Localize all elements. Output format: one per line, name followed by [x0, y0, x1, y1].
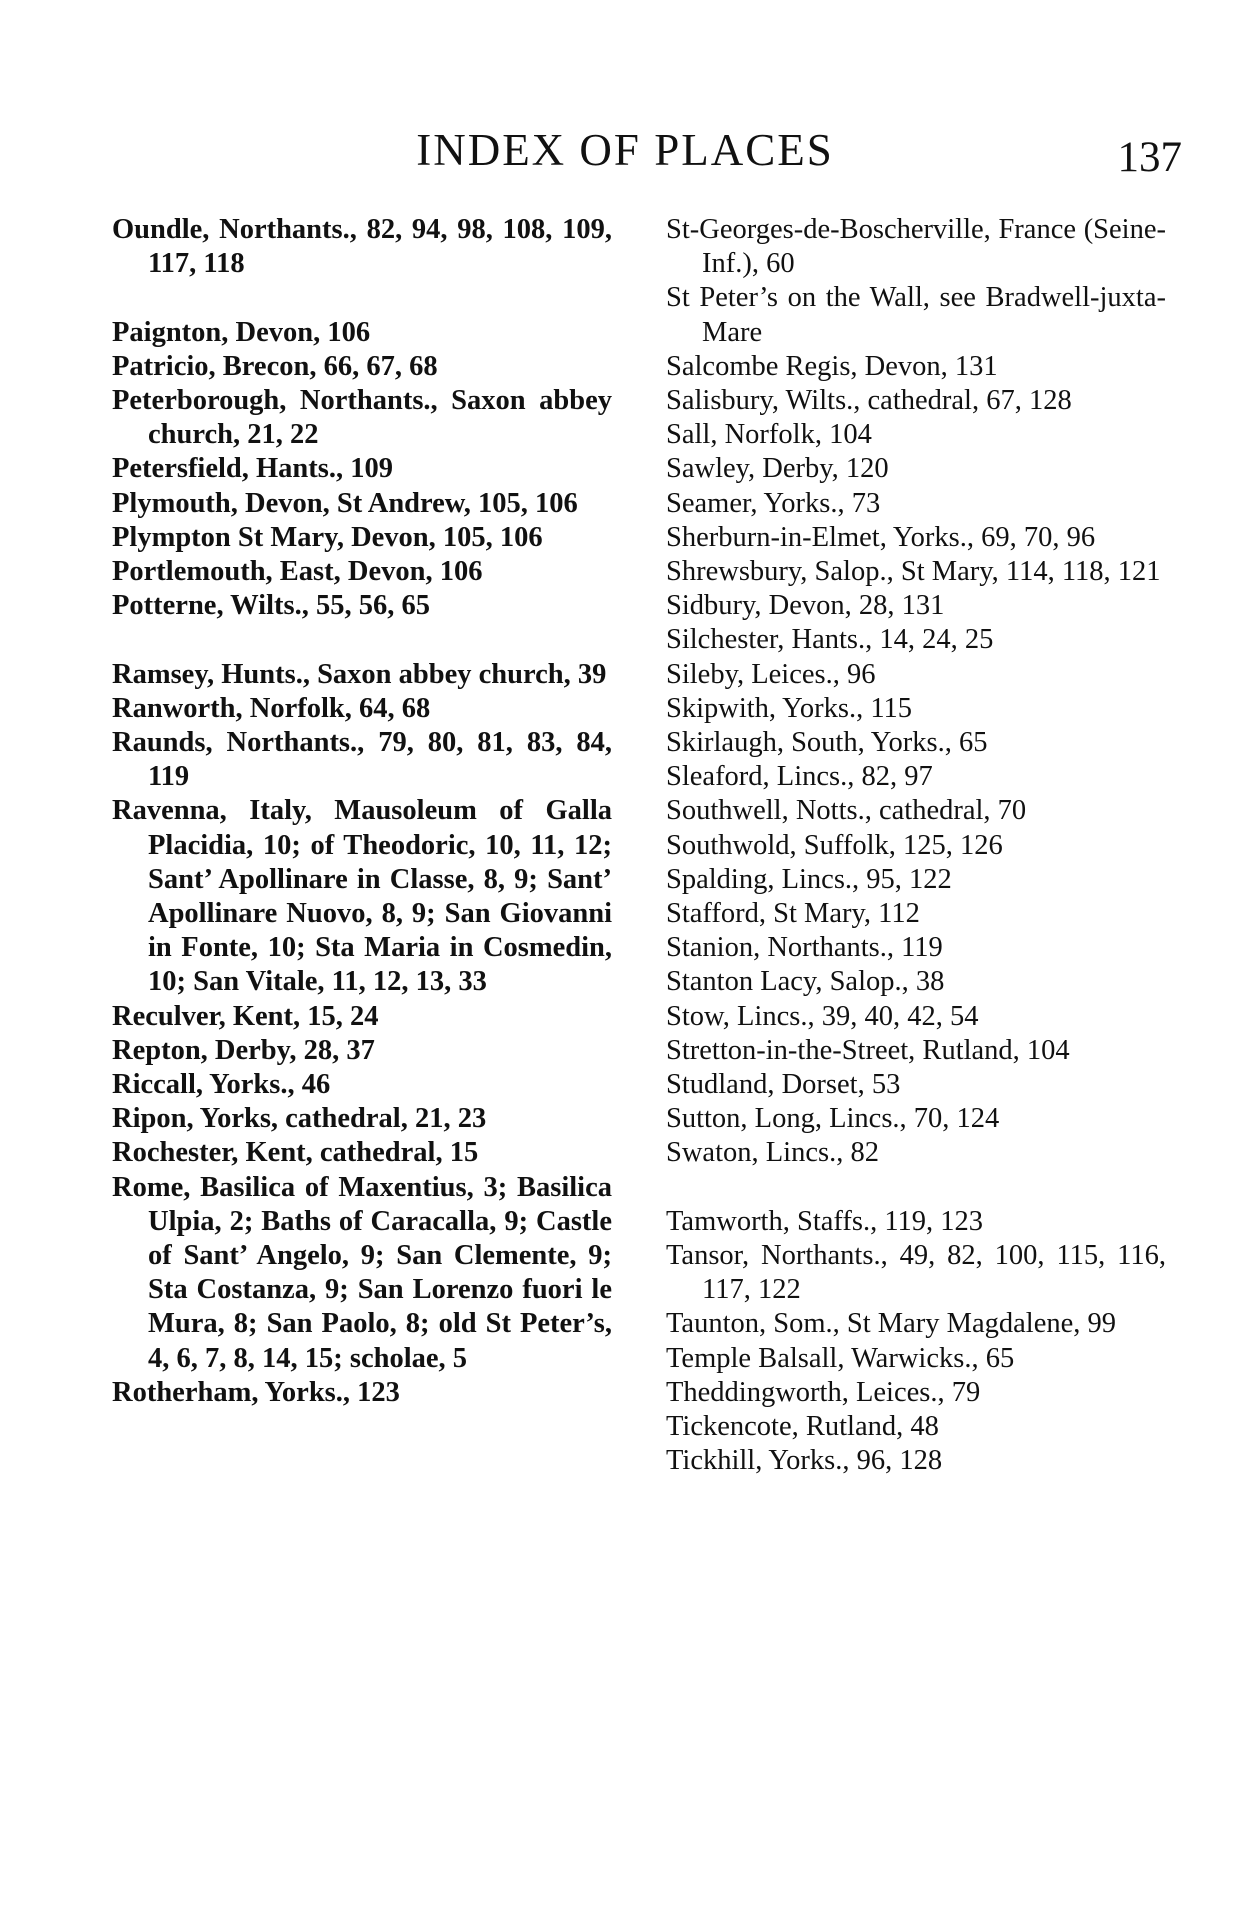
- index-entry: Patricio, Brecon, 66, 67, 68: [112, 350, 438, 382]
- index-entry: Sall, Norfolk, 104: [666, 419, 872, 451]
- index-entry: Petersfield, Hants., 109: [112, 453, 393, 485]
- index-entry: Sutton, Long, Lincs., 70, 124: [666, 1103, 1000, 1135]
- index-column-left: [112, 213, 612, 1410]
- index-entry: Peterborough, Northants., Saxon abbey church, 21, 22: [112, 385, 612, 451]
- index-entry: Salisbury, Wilts., cathedral, 67, 128: [666, 385, 1072, 417]
- index-entry: Tamworth, Staffs., 119, 123: [666, 1205, 984, 1237]
- index-entry: Rotherham, Yorks., 123: [112, 1376, 400, 1408]
- section-gap: [112, 281, 612, 315]
- index-entry: Theddingworth, Leices., 79: [666, 1376, 981, 1408]
- index-entry: Stanton Lacy, Salop., 38: [666, 966, 945, 998]
- index-entry: Rome, Basilica of Maxentius, 3; Basilica Ulpia, 2; Baths of Caracalla, 9; Castle of Sant’ Angelo, 9; San Clemente, 9; Sta Costanza, 9; San Lorenzo fuori le Mura, 8; San Paolo, 8; old St Peter’s, 4, 6, 7, 8, 14, 15; scholae, 5: [112, 1171, 612, 1374]
- index-entry: Tansor, Northants., 49, 82, 100, 115, 116, 117, 122: [666, 1240, 1166, 1306]
- index-entry: Plympton St Mary, Devon, 105, 106: [112, 521, 543, 553]
- index-entry: Seamer, Yorks., 73: [666, 487, 881, 519]
- index-entry: Repton, Derby, 28, 37: [112, 1034, 375, 1066]
- index-entry: Oundle, Northants., 82, 94, 98, 108, 109, 117, 118: [112, 214, 612, 280]
- index-entry: Taunton, Som., St Mary Magdalene, 99: [666, 1308, 1116, 1340]
- index-entry: Tickhill, Yorks., 96, 128: [666, 1445, 943, 1477]
- section-gap: [666, 1171, 1166, 1205]
- index-entry: Studland, Dorset, 53: [666, 1069, 901, 1101]
- index-entry: Spalding, Lincs., 95, 122: [666, 863, 952, 895]
- index-entry: St Peter’s on the Wall, see Bradwell-juxta-Mare: [666, 282, 1166, 348]
- index-entry: Portlemouth, East, Devon, 106: [112, 556, 483, 588]
- index-entry: Riccall, Yorks., 46: [112, 1069, 331, 1101]
- index-entry: Stanion, Northants., 119: [666, 932, 943, 964]
- section-gap: [112, 623, 612, 657]
- index-entry: Rochester, Kent, cathedral, 15: [112, 1137, 479, 1169]
- index-entry: Potterne, Wilts., 55, 56, 65: [112, 590, 430, 622]
- index-entry: Ripon, Yorks, cathedral, 21, 23: [112, 1103, 487, 1135]
- index-entry: St-Georges-de-Boscherville, France (Seine-Inf.), 60: [666, 214, 1166, 280]
- index-entry: Sidbury, Devon, 28, 131: [666, 590, 945, 622]
- index-entry: Silchester, Hants., 14, 24, 25: [666, 624, 994, 656]
- index-entry: Tickencote, Rutland, 48: [666, 1411, 939, 1443]
- index-entry: Ravenna, Italy, Mausoleum of Galla Placidia, 10; of Theodoric, 10, 11, 12; Sant’ Apollinare in Classe, 8, 9; Sant’ Apollinare Nuovo, 8, 9; San Giovanni in Fonte, 10; Sta Maria in Cosmedin, 10; San Vitale, 11, 12, 13, 33: [112, 795, 612, 998]
- index-entry: Stow, Lincs., 39, 40, 42, 54: [666, 1000, 979, 1032]
- index-entry: Paignton, Devon, 106: [112, 316, 371, 348]
- page-title: INDEX OF PLACES: [416, 125, 834, 175]
- index-entry: Shrewsbury, Salop., St Mary, 114, 118, 121: [666, 556, 1161, 588]
- index-entry: Raunds, Northants., 79, 80, 81, 83, 84, 119: [112, 727, 612, 793]
- page-number: 137: [1117, 134, 1182, 181]
- index-column-right: [666, 213, 1166, 1479]
- index-entry: Plymouth, Devon, St Andrew, 105, 106: [112, 487, 578, 519]
- index-entry: Sileby, Leices., 96: [666, 658, 876, 690]
- index-entry: Stretton-in-the-Street, Rutland, 104: [666, 1034, 1070, 1066]
- index-entry: Southwold, Suffolk, 125, 126: [666, 829, 1003, 861]
- index-entry: Temple Balsall, Warwicks., 65: [666, 1342, 1015, 1374]
- index-entry: Southwell, Notts., cathedral, 70: [666, 795, 1027, 827]
- index-entry: Reculver, Kent, 15, 24: [112, 1000, 379, 1032]
- index-entry: Sawley, Derby, 120: [666, 453, 889, 485]
- index-entry: Sherburn-in-Elmet, Yorks., 69, 70, 96: [666, 521, 1096, 553]
- index-entry: Skirlaugh, South, Yorks., 65: [666, 727, 988, 759]
- index-entry: Salcombe Regis, Devon, 131: [666, 350, 998, 382]
- index-entry: Swaton, Lincs., 82: [666, 1137, 879, 1169]
- index-entry: Ramsey, Hunts., Saxon abbey church, 39: [112, 658, 607, 690]
- index-entry: Skipwith, Yorks., 115: [666, 692, 913, 724]
- index-entry: Stafford, St Mary, 112: [666, 898, 920, 930]
- index-entry: Ranworth, Norfolk, 64, 68: [112, 692, 431, 724]
- index-entry: Sleaford, Lincs., 82, 97: [666, 761, 933, 793]
